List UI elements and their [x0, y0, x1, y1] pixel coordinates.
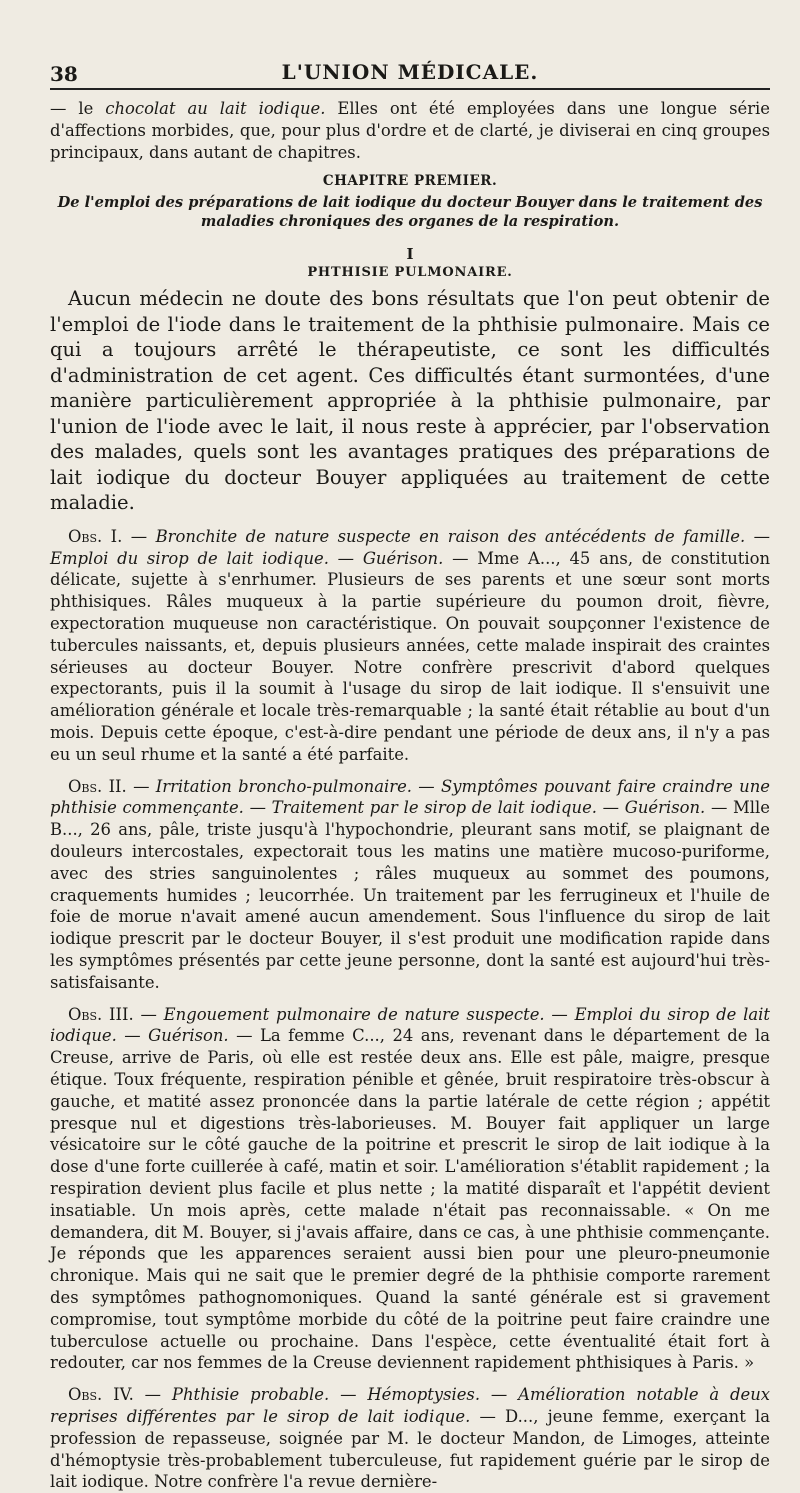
section-number: I: [406, 245, 414, 264]
intro-product: chocolat au lait iodique.: [105, 99, 326, 118]
observation-1-title: — Bronchite de nature suspecte en raison des antécédents de famille. — Emploi du sirop de lait iodique. — Guérison.: [50, 526, 770, 568]
chapter-heading: CHAPITRE PREMIER.: [322, 173, 498, 190]
observation-1: [50, 526, 770, 766]
page-number: 38: [50, 62, 78, 86]
observation-2-label: Obs. II.: [68, 776, 127, 796]
observation-3-text: — La femme C..., 24 ans, revenant dans le département de la Creuse, arrive de Paris, où elle est restée deux ans. Elle est pâle, maigre, presque étique. Toux fréquente, respiration pénible et gênée, bruit respiratoire très-obscur à gauche, et matité assez prononcée dans la partie latérale de cette région ; appétit presque nul et digestions très-laborieuses. M. Bouyer fait appliquer un large vésicatoire sur le côté gauche de la poitrine et prescrit le sirop de lait iodique à la dose d'une forte cuillerée à café, matin et soir. L'amélioration s'établit rapidement ; la respiration devient plus facile et plus nette ; la matité disparaît et l'appétit devient insatiable. Un mois après, cette malade n'était pas reconnaissable. « On me demandera, dit M. Bouyer, si j'avais affaire, dans ce cas, à une phthisie commençante. Je réponds que les apparences seraient aussi bien pour une pleuro-pneumonie chronique. Mais qui ne sait que le premier degré de la phthisie comporte rarement des symptômes pathognomoniques. Quand la santé générale est si gravement compromise, tout symptôme morbide du côté de la poitrine peut faire craindre une tuberculose actuelle ou prochaine. Dans l'espèce, cette éventualité était fort à redouter, car nos femmes de la Creuse deviennent rapidement phthisiques à Paris. »: [50, 1026, 770, 1373]
observation-2: [50, 776, 770, 994]
running-header: [50, 52, 770, 86]
observation-3-title: — Engouement pulmonaire de nature suspecte. — Emploi du sirop de lait iodique. — Guérison.: [50, 1004, 770, 1046]
observation-4-text: — D..., jeune femme, exerçant la profession de repasseuse, soignée par M. le docteur Mandon, de Limoges, atteinte d'hémoptysie très-probablement tuberculeuse, fut rapidement guérie par le sirop de lait iodique. Notre confrère l'a revue dernière-: [50, 1406, 770, 1492]
intro-paragraph: [50, 98, 770, 163]
observation-2-text: — Mlle B..., 26 ans, pâle, triste jusqu'à l'hypochondrie, pleurant sans motif, se plaignant de douleurs intercostales, expectorait tous les matins une matière mucoso-puriforme, avec des stries sanguinolentes ; râles muqueux au sommet des poumons, craquements humides ; leucorrhée. Un traitement par les ferrugineux et l'huile de foie de morue n'avait amené aucun amendement. Sous l'influence du sirop de lait iodique prescrit par le docteur Bouyer, il s'est produit une modification rapide dans les symptômes présentés par cette jeune personne, dont la santé est aujourd'hui très-satisfaisante.: [50, 798, 770, 992]
journal-title: L'UNION MÉDICALE.: [281, 60, 539, 84]
chapter-subtitle: De l'emploi des préparations de lait iodique du docteur Bouyer dans le traitement des maladies chroniques des organes de la respiration.: [57, 194, 763, 231]
observation-3-label: Obs. III.: [68, 1004, 134, 1024]
observation-4: [50, 1384, 770, 1493]
observation-4-title: — Phthisie probable. — Hémoptysies. — Amélioration notable à deux reprises différentes par le sirop de lait iodique.: [50, 1385, 771, 1426]
lead-paragraph: Aucun médecin ne doute des bons résultats que l'on peut obtenir de l'emploi de l'iode dans le traitement de la phthisie pulmonaire. Mais ce qui a toujours arrêté le thérapeutiste, ce sont les difficultés d'administration de cet agent. Ces difficultés étant surmontées, d'une manière particulièrement appropriée à la phthisie pulmonaire, par l'union de l'iode avec le lait, il nous reste à apprécier, par l'observation des malades, quels sont les avantages pratiques des préparations de lait iodique du docteur Bouyer appliquées au traitement de cette maladie.: [50, 287, 770, 515]
observation-1-label: Obs. I.: [68, 526, 123, 546]
intro-rest: Elles ont été employées dans une longue série d'affections morbides, que, pour plus d'ordre et de clarté, je diviserai en cinq groupes principaux, dans autant de chapitres.: [50, 99, 770, 162]
intro-dash: — le: [50, 99, 106, 118]
observation-3: [50, 1004, 770, 1375]
observation-4-label: Obs. IV.: [68, 1385, 134, 1405]
header-rule: [50, 88, 770, 90]
section-title: PHTHISIE PULMONAIRE.: [307, 265, 513, 281]
observation-2-title: — Irritation broncho-pulmonaire. — Symptômes pouvant faire craindre une phthisie commençante. — Traitement par le sirop de lait iodique. — Guérison.: [50, 776, 770, 818]
observation-1-text: — Mme A..., 45 ans, de constitution délicate, sujette à s'enrhumer. Plusieurs de ses parents et une sœur sont morts phthisiques. Râles muqueux à la partie supérieure du poumon droit, fièvre, expectoration muqueuse non caractéristique. On pouvait soupçonner l'existence de tubercules naissants, et, depuis plusieurs années, cette malade inspirait des craintes sérieuses au docteur Bouyer. Notre confrère prescrivit d'abord quelques expectorants, puis il la soumit à l'usage du sirop de lait iodique. Il s'ensuivit une amélioration générale et locale très-remarquable ; la santé était rétablie au bout d'un mois. Depuis cette époque, c'est-à-dire pendant une période de deux ans, il n'y a pas eu un seul rhume et la santé a été parfaite.: [50, 548, 770, 764]
